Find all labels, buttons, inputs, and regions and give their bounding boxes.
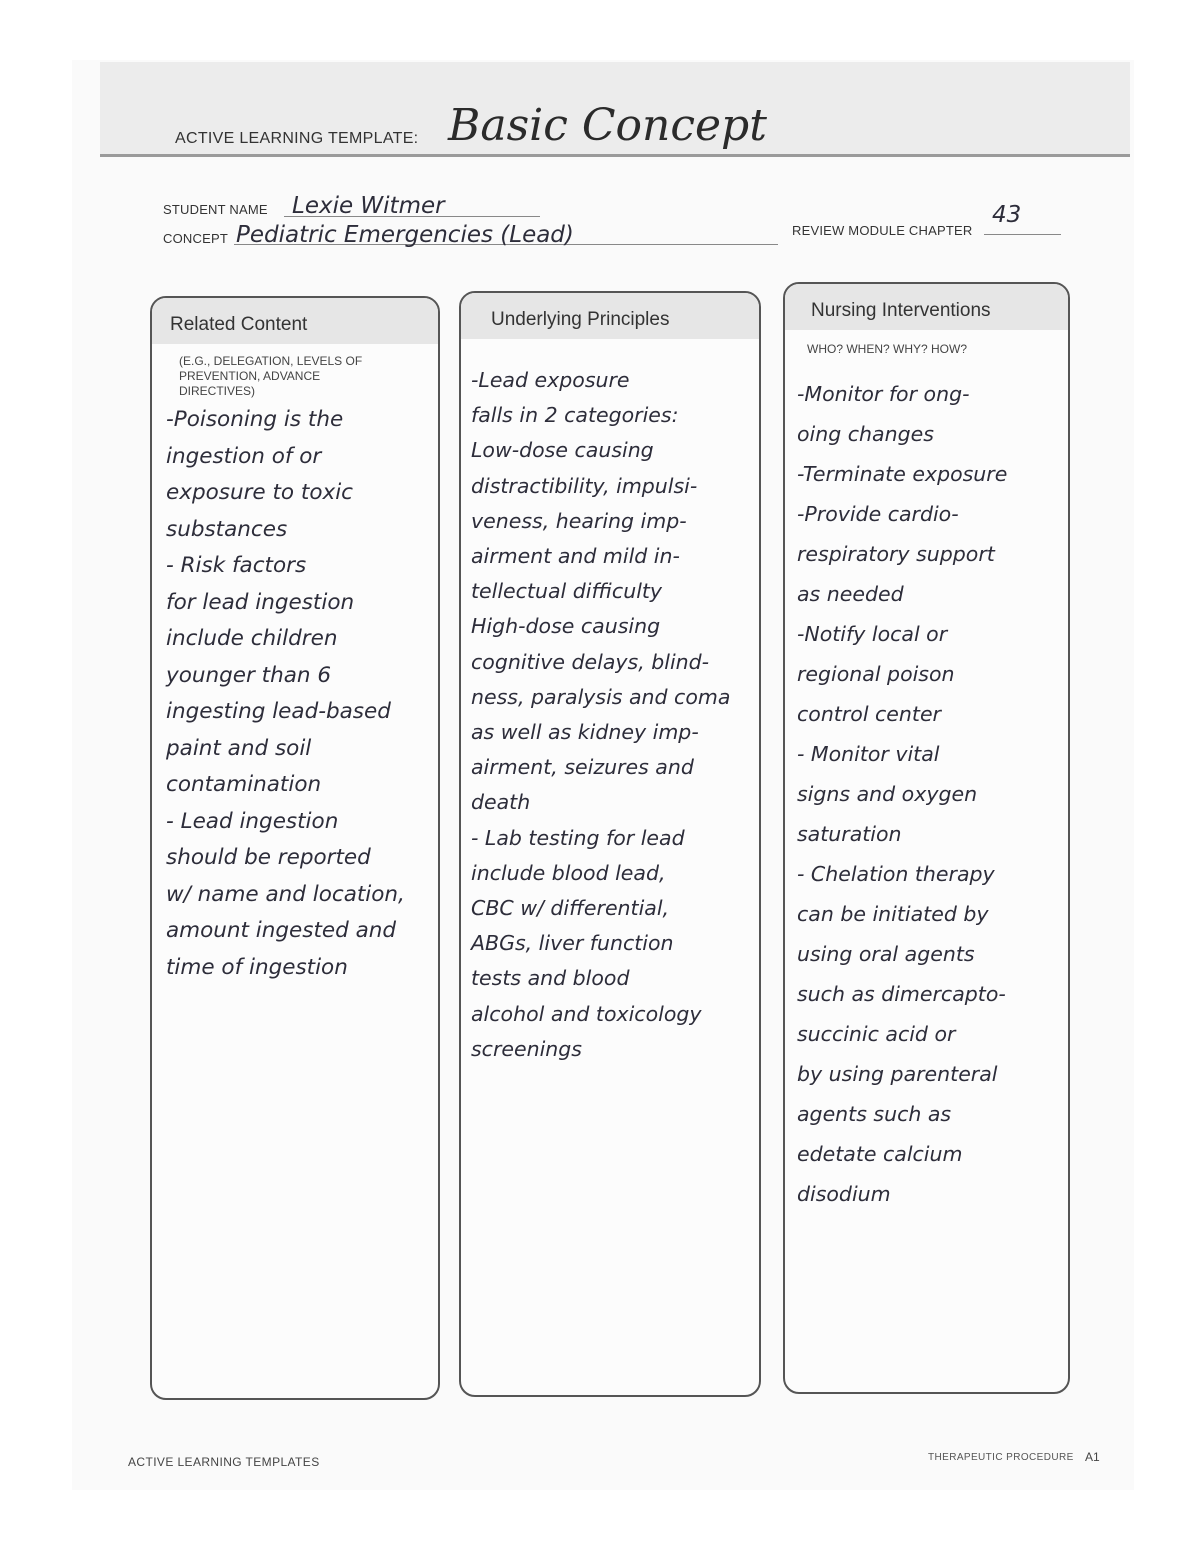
chapter-value[interactable]: 43: [992, 202, 1022, 228]
nursing-interventions-subtitle: WHO? WHEN? WHY? HOW?: [807, 342, 968, 356]
underlying-principles-box: [459, 291, 761, 1397]
student-name-value[interactable]: Lexie Witmer: [292, 193, 445, 219]
related-content-subtitle: (E.G., DELEGATION, LEVELS OF PREVENTION, ADVANCE DIRECTIVES): [179, 354, 363, 398]
footer-page-number: A1: [1085, 1450, 1100, 1464]
underlying-principles-title: Underlying Principles: [491, 309, 670, 330]
template-title: Basic Concept: [448, 100, 767, 151]
nursing-interventions-box: [783, 282, 1070, 1394]
footer-left-text: ACTIVE LEARNING TEMPLATES: [128, 1455, 320, 1469]
chapter-label: REVIEW MODULE CHAPTER: [792, 223, 973, 238]
nursing-interventions-notes[interactable]: -Monitor for ong- oing changes -Terminate exposure -Provide cardio- respiratory support as needed -Notify local or regional poison control center - Monitor vital signs and oxygen saturation - Chelation therapy can be initiated by using oral agents such as dimercapto- succinic acid or by using parenteral agents such as edetate calcium disodium: [797, 382, 1008, 1206]
student-name-label: STUDENT NAME: [163, 202, 268, 217]
nursing-interventions-title: Nursing Interventions: [811, 300, 991, 321]
chapter-line: [984, 234, 1061, 235]
concept-value[interactable]: Pediatric Emergencies (Lead): [236, 222, 574, 248]
related-content-title: Related Content: [170, 314, 308, 335]
template-label: ACTIVE LEARNING TEMPLATE:: [175, 130, 419, 147]
footer-right-text: THERAPEUTIC PROCEDURE: [928, 1452, 1074, 1463]
underlying-principles-notes[interactable]: -Lead exposure falls in 2 categories: Low-dose causing distractibility, impulsi- veness, hearing imp- airment and mild in- tellectual difficulty High-dose causing cognitive delays, blind- ness, paralysis and coma as well as kidney imp- airment, seizures and death - Lab testing for lead include blood lead, CBC w/ differential, ABGs, liver function tests and blood alcohol and toxicology screenings: [471, 368, 731, 1061]
related-content-box: [150, 296, 440, 1400]
related-content-notes[interactable]: -Poisoning is the ingestion of or exposure to toxic substances - Risk factors for lead ingestion include children younger than 6 ingesting lead-based paint and soil contamination - Lead ingestion should be reported w/ name and location, amount ingested and time of ingestion: [166, 407, 405, 980]
concept-label: CONCEPT: [163, 231, 228, 246]
